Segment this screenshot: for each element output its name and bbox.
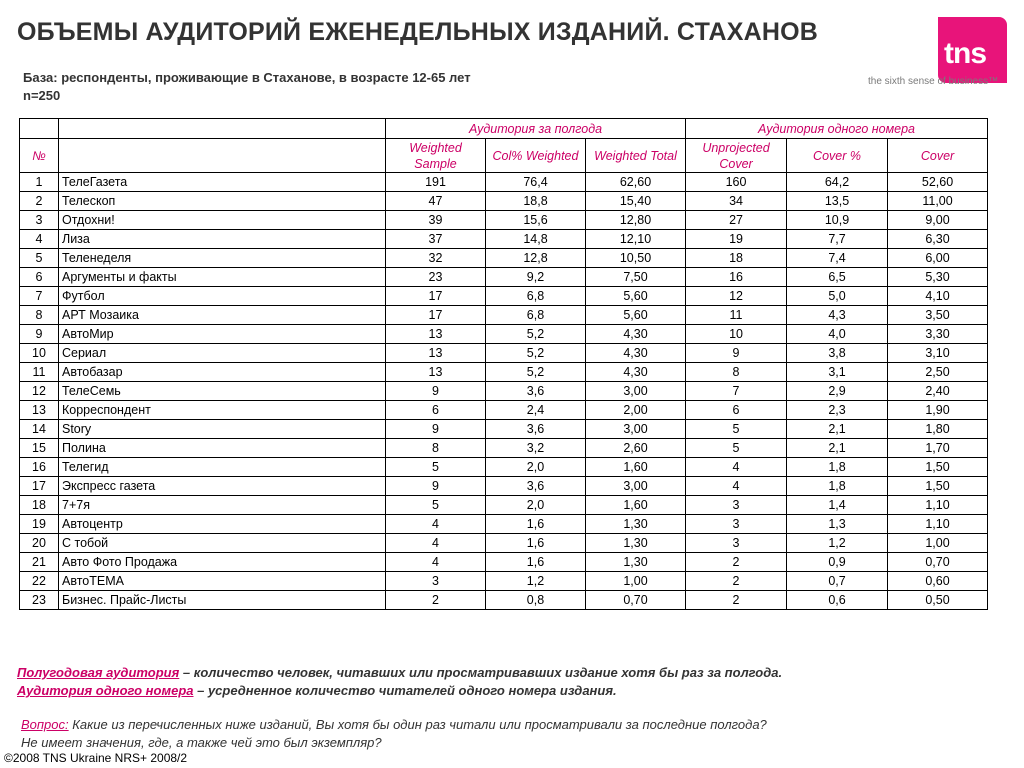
weighted-total-cell: 3,00 — [586, 382, 686, 401]
row-number-cell: 10 — [20, 344, 59, 363]
publication-name-cell: Корреспондент — [59, 401, 386, 420]
col-weighted-cell: 2,0 — [486, 496, 586, 515]
cover-percent-cell: 0,7 — [787, 572, 888, 591]
publication-name-cell: Авто Фото Продажа — [59, 553, 386, 572]
publication-name-cell: Аргументы и факты — [59, 268, 386, 287]
table-row — [20, 591, 988, 610]
cover-cell: 2,50 — [888, 363, 988, 382]
cover-percent-cell: 1,2 — [787, 534, 888, 553]
cover-cell: 2,40 — [888, 382, 988, 401]
definition-text: – количество человек, читавших или просматривавших издание хотя бы раз за полгода. — [179, 665, 783, 680]
weighted-sample-cell: 17 — [386, 306, 486, 325]
cover-percent-cell: 7,4 — [787, 249, 888, 268]
weighted-total-cell: 12,10 — [586, 230, 686, 249]
table-row — [20, 572, 988, 591]
weighted-total-cell: 7,50 — [586, 268, 686, 287]
table-row — [20, 420, 988, 439]
table-row — [20, 325, 988, 344]
col-weighted-cell: 1,6 — [486, 553, 586, 572]
table-row — [20, 553, 988, 572]
unprojected-cover-cell: 5 — [686, 420, 787, 439]
table-row — [20, 515, 988, 534]
row-number-cell: 13 — [20, 401, 59, 420]
col-weighted-cell: 3,2 — [486, 439, 586, 458]
row-number-cell: 19 — [20, 515, 59, 534]
cover-cell: 1,80 — [888, 420, 988, 439]
table-row — [20, 173, 988, 192]
table-row — [20, 382, 988, 401]
cover-cell: 6,00 — [888, 249, 988, 268]
col-weighted-cell: 6,8 — [486, 287, 586, 306]
cover-percent-cell: 7,7 — [787, 230, 888, 249]
column-header-cover-percent: Cover % — [787, 139, 888, 173]
col-weighted-cell: 1,2 — [486, 572, 586, 591]
col-weighted-cell: 18,8 — [486, 192, 586, 211]
term-halfyear-audience: Полугодовая аудитория — [17, 665, 180, 680]
row-number-cell: 9 — [20, 325, 59, 344]
cover-percent-cell: 0,9 — [787, 553, 888, 572]
weighted-sample-cell: 9 — [386, 477, 486, 496]
unprojected-cover-cell: 19 — [686, 230, 787, 249]
cover-percent-cell: 13,5 — [787, 192, 888, 211]
cover-cell: 52,60 — [888, 173, 988, 192]
cover-percent-cell: 3,8 — [787, 344, 888, 363]
unprojected-cover-cell: 8 — [686, 363, 787, 382]
question-label: Вопрос: — [21, 717, 69, 732]
cover-percent-cell: 0,6 — [787, 591, 888, 610]
publication-name-cell: Телегид — [59, 458, 386, 477]
cover-percent-cell: 2,3 — [787, 401, 888, 420]
weighted-total-cell: 1,30 — [586, 534, 686, 553]
unprojected-cover-cell: 27 — [686, 211, 787, 230]
unprojected-cover-cell: 12 — [686, 287, 787, 306]
publication-name-cell: Бизнес. Прайс-Листы — [59, 591, 386, 610]
weighted-total-cell: 5,60 — [586, 287, 686, 306]
weighted-sample-cell: 4 — [386, 534, 486, 553]
weighted-total-cell: 1,00 — [586, 572, 686, 591]
col-weighted-cell: 15,6 — [486, 211, 586, 230]
weighted-total-cell: 4,30 — [586, 363, 686, 382]
table-row — [20, 192, 988, 211]
unprojected-cover-cell: 9 — [686, 344, 787, 363]
weighted-sample-cell: 9 — [386, 382, 486, 401]
cover-percent-cell: 64,2 — [787, 173, 888, 192]
group-header-single-issue: Аудитория одного номера — [686, 119, 988, 139]
weighted-total-cell: 0,70 — [586, 591, 686, 610]
cover-cell: 3,10 — [888, 344, 988, 363]
column-header-col-weighted: Col% Weighted — [486, 139, 586, 173]
unprojected-cover-cell: 7 — [686, 382, 787, 401]
term-single-issue-audience: Аудитория одного номера — [17, 683, 194, 698]
table-row — [20, 344, 988, 363]
publication-name-cell: ТелеСемь — [59, 382, 386, 401]
cover-percent-cell: 1,8 — [787, 477, 888, 496]
row-number-cell: 5 — [20, 249, 59, 268]
weighted-total-cell: 2,00 — [586, 401, 686, 420]
page-title: ОБЪЕМЫ АУДИТОРИЙ ЕЖЕНЕДЕЛЬНЫХ ИЗДАНИЙ. СТАХАНОВ — [17, 18, 819, 46]
col-weighted-cell: 6,8 — [486, 306, 586, 325]
unprojected-cover-cell: 18 — [686, 249, 787, 268]
unprojected-cover-cell: 3 — [686, 534, 787, 553]
row-number-cell: 1 — [20, 173, 59, 192]
header-empty-cell — [59, 119, 386, 139]
cover-percent-cell: 4,0 — [787, 325, 888, 344]
weighted-total-cell: 1,30 — [586, 515, 686, 534]
table-row — [20, 363, 988, 382]
weighted-total-cell: 10,50 — [586, 249, 686, 268]
unprojected-cover-cell: 2 — [686, 553, 787, 572]
copyright-footer: ©2008 TNS Ukraine NRS+ 2008/2 — [4, 751, 188, 765]
cover-cell: 0,50 — [888, 591, 988, 610]
table-row — [20, 287, 988, 306]
weighted-total-cell: 62,60 — [586, 173, 686, 192]
column-header-cover: Cover — [888, 139, 988, 173]
col-weighted-cell: 5,2 — [486, 363, 586, 382]
weighted-sample-cell: 47 — [386, 192, 486, 211]
cover-cell: 3,50 — [888, 306, 988, 325]
unprojected-cover-cell: 4 — [686, 458, 787, 477]
col-weighted-cell: 2,0 — [486, 458, 586, 477]
weighted-sample-cell: 23 — [386, 268, 486, 287]
weighted-total-cell: 5,60 — [586, 306, 686, 325]
col-weighted-cell: 2,4 — [486, 401, 586, 420]
weighted-sample-cell: 5 — [386, 496, 486, 515]
weighted-total-cell: 1,60 — [586, 458, 686, 477]
header-empty-cell — [20, 119, 59, 139]
weighted-sample-cell: 17 — [386, 287, 486, 306]
row-number-cell: 11 — [20, 363, 59, 382]
cover-cell: 1,10 — [888, 496, 988, 515]
cover-cell: 6,30 — [888, 230, 988, 249]
logo-text: tns — [944, 37, 986, 70]
unprojected-cover-cell: 11 — [686, 306, 787, 325]
cover-cell: 1,00 — [888, 534, 988, 553]
col-weighted-cell: 5,2 — [486, 344, 586, 363]
weighted-total-cell: 2,60 — [586, 439, 686, 458]
weighted-total-cell: 15,40 — [586, 192, 686, 211]
col-weighted-cell: 5,2 — [486, 325, 586, 344]
weighted-sample-cell: 9 — [386, 420, 486, 439]
weighted-sample-cell: 3 — [386, 572, 486, 591]
unprojected-cover-cell: 4 — [686, 477, 787, 496]
cover-cell: 1,70 — [888, 439, 988, 458]
publication-name-cell: АвтоТЕМА — [59, 572, 386, 591]
cover-percent-cell: 1,3 — [787, 515, 888, 534]
col-weighted-cell: 3,6 — [486, 477, 586, 496]
weighted-sample-cell: 32 — [386, 249, 486, 268]
unprojected-cover-cell: 3 — [686, 496, 787, 515]
row-number-cell: 14 — [20, 420, 59, 439]
row-number-cell: 21 — [20, 553, 59, 572]
publication-name-cell: АвтоМир — [59, 325, 386, 344]
table-row — [20, 458, 988, 477]
definition-text: – усредненное количество читателей одного номера издания. — [193, 683, 617, 698]
table-row — [20, 477, 988, 496]
publication-name-cell: Полина — [59, 439, 386, 458]
unprojected-cover-cell: 2 — [686, 591, 787, 610]
weighted-total-cell: 1,30 — [586, 553, 686, 572]
sample-size: n=250 — [23, 88, 61, 103]
question-text: Какие из перечисленных ниже изданий, Вы хотя бы один раз читали или просматривали за последние полгода? — [68, 717, 767, 732]
publication-name-cell: ТелеГазета — [59, 173, 386, 192]
weighted-total-cell: 4,30 — [586, 325, 686, 344]
publication-name-cell: Теленеделя — [59, 249, 386, 268]
col-weighted-cell: 12,8 — [486, 249, 586, 268]
unprojected-cover-cell: 5 — [686, 439, 787, 458]
publication-name-cell: Отдохни! — [59, 211, 386, 230]
table-row — [20, 401, 988, 420]
audience-table — [19, 118, 988, 610]
cover-cell: 4,10 — [888, 287, 988, 306]
cover-cell: 1,90 — [888, 401, 988, 420]
cover-percent-cell: 2,1 — [787, 420, 888, 439]
cover-cell: 11,00 — [888, 192, 988, 211]
table-row — [20, 211, 988, 230]
weighted-total-cell: 4,30 — [586, 344, 686, 363]
cover-percent-cell: 3,1 — [787, 363, 888, 382]
col-weighted-cell: 3,6 — [486, 420, 586, 439]
weighted-sample-cell: 5 — [386, 458, 486, 477]
publication-name-cell: Сериал — [59, 344, 386, 363]
base-line: База: респонденты, проживающие в Стаханове, в возрасте 12-65 лет — [23, 70, 471, 85]
publication-name-cell: Экспресс газета — [59, 477, 386, 496]
table-row — [20, 268, 988, 287]
column-header-empty — [59, 139, 386, 173]
col-weighted-cell: 1,6 — [486, 515, 586, 534]
row-number-cell: 8 — [20, 306, 59, 325]
row-number-cell: 23 — [20, 591, 59, 610]
unprojected-cover-cell: 6 — [686, 401, 787, 420]
col-weighted-cell: 0,8 — [486, 591, 586, 610]
definitions — [17, 664, 782, 700]
weighted-sample-cell: 13 — [386, 363, 486, 382]
weighted-total-cell: 3,00 — [586, 477, 686, 496]
column-header-unprojected-cover: Unprojected Cover — [686, 139, 787, 173]
unprojected-cover-cell: 2 — [686, 572, 787, 591]
survey-question — [21, 716, 767, 752]
row-number-cell: 2 — [20, 192, 59, 211]
definition-halfyear — [17, 664, 782, 682]
unprojected-cover-cell: 16 — [686, 268, 787, 287]
col-weighted-cell: 14,8 — [486, 230, 586, 249]
col-weighted-cell: 9,2 — [486, 268, 586, 287]
table-row — [20, 230, 988, 249]
unprojected-cover-cell: 3 — [686, 515, 787, 534]
row-number-cell: 4 — [20, 230, 59, 249]
weighted-sample-cell: 6 — [386, 401, 486, 420]
cover-percent-cell: 5,0 — [787, 287, 888, 306]
row-number-cell: 15 — [20, 439, 59, 458]
row-number-cell: 20 — [20, 534, 59, 553]
question-text-2: Не имеет значения, где, а также чей это был экземпляр? — [21, 735, 382, 750]
weighted-sample-cell: 39 — [386, 211, 486, 230]
cover-cell: 5,30 — [888, 268, 988, 287]
cover-percent-cell: 2,9 — [787, 382, 888, 401]
weighted-sample-cell: 8 — [386, 439, 486, 458]
publication-name-cell: АРТ Мозаика — [59, 306, 386, 325]
definition-single-issue — [17, 682, 782, 700]
cover-percent-cell: 1,4 — [787, 496, 888, 515]
cover-cell: 1,50 — [888, 458, 988, 477]
row-number-cell: 16 — [20, 458, 59, 477]
column-header-weighted-total: Weighted Total — [586, 139, 686, 173]
tns-logo — [938, 17, 1007, 83]
cover-percent-cell: 4,3 — [787, 306, 888, 325]
publication-name-cell: 7+7я — [59, 496, 386, 515]
group-header-row — [20, 119, 988, 139]
column-header-row — [20, 139, 988, 173]
row-number-cell: 6 — [20, 268, 59, 287]
publication-name-cell: Автобазар — [59, 363, 386, 382]
table-row — [20, 496, 988, 515]
col-weighted-cell: 76,4 — [486, 173, 586, 192]
column-header-weighted-sample: Weighted Sample — [386, 139, 486, 173]
table-row — [20, 249, 988, 268]
weighted-sample-cell: 13 — [386, 344, 486, 363]
base-description — [23, 69, 471, 105]
cover-percent-cell: 2,1 — [787, 439, 888, 458]
row-number-cell: 22 — [20, 572, 59, 591]
table-row — [20, 534, 988, 553]
publication-name-cell: Телескоп — [59, 192, 386, 211]
table-row — [20, 439, 988, 458]
weighted-total-cell: 3,00 — [586, 420, 686, 439]
group-header-halfyear: Аудитория за полгода — [386, 119, 686, 139]
publication-name-cell: С тобой — [59, 534, 386, 553]
unprojected-cover-cell: 34 — [686, 192, 787, 211]
row-number-cell: 3 — [20, 211, 59, 230]
weighted-sample-cell: 4 — [386, 515, 486, 534]
publication-name-cell: Лиза — [59, 230, 386, 249]
weighted-sample-cell: 4 — [386, 553, 486, 572]
weighted-total-cell: 12,80 — [586, 211, 686, 230]
unprojected-cover-cell: 160 — [686, 173, 787, 192]
weighted-sample-cell: 13 — [386, 325, 486, 344]
column-header-number: № — [20, 139, 59, 173]
unprojected-cover-cell: 10 — [686, 325, 787, 344]
row-number-cell: 18 — [20, 496, 59, 515]
publication-name-cell: Story — [59, 420, 386, 439]
weighted-sample-cell: 191 — [386, 173, 486, 192]
table-row — [20, 306, 988, 325]
cover-cell: 0,70 — [888, 553, 988, 572]
cover-cell: 9,00 — [888, 211, 988, 230]
cover-percent-cell: 1,8 — [787, 458, 888, 477]
col-weighted-cell: 3,6 — [486, 382, 586, 401]
cover-cell: 0,60 — [888, 572, 988, 591]
cover-cell: 1,10 — [888, 515, 988, 534]
cover-cell: 3,30 — [888, 325, 988, 344]
logo-tagline: the sixth sense of business™ — [868, 76, 999, 87]
row-number-cell: 7 — [20, 287, 59, 306]
col-weighted-cell: 1,6 — [486, 534, 586, 553]
weighted-total-cell: 1,60 — [586, 496, 686, 515]
cover-percent-cell: 10,9 — [787, 211, 888, 230]
publication-name-cell: Футбол — [59, 287, 386, 306]
cover-cell: 1,50 — [888, 477, 988, 496]
row-number-cell: 17 — [20, 477, 59, 496]
weighted-sample-cell: 2 — [386, 591, 486, 610]
publication-name-cell: Автоцентр — [59, 515, 386, 534]
cover-percent-cell: 6,5 — [787, 268, 888, 287]
weighted-sample-cell: 37 — [386, 230, 486, 249]
row-number-cell: 12 — [20, 382, 59, 401]
